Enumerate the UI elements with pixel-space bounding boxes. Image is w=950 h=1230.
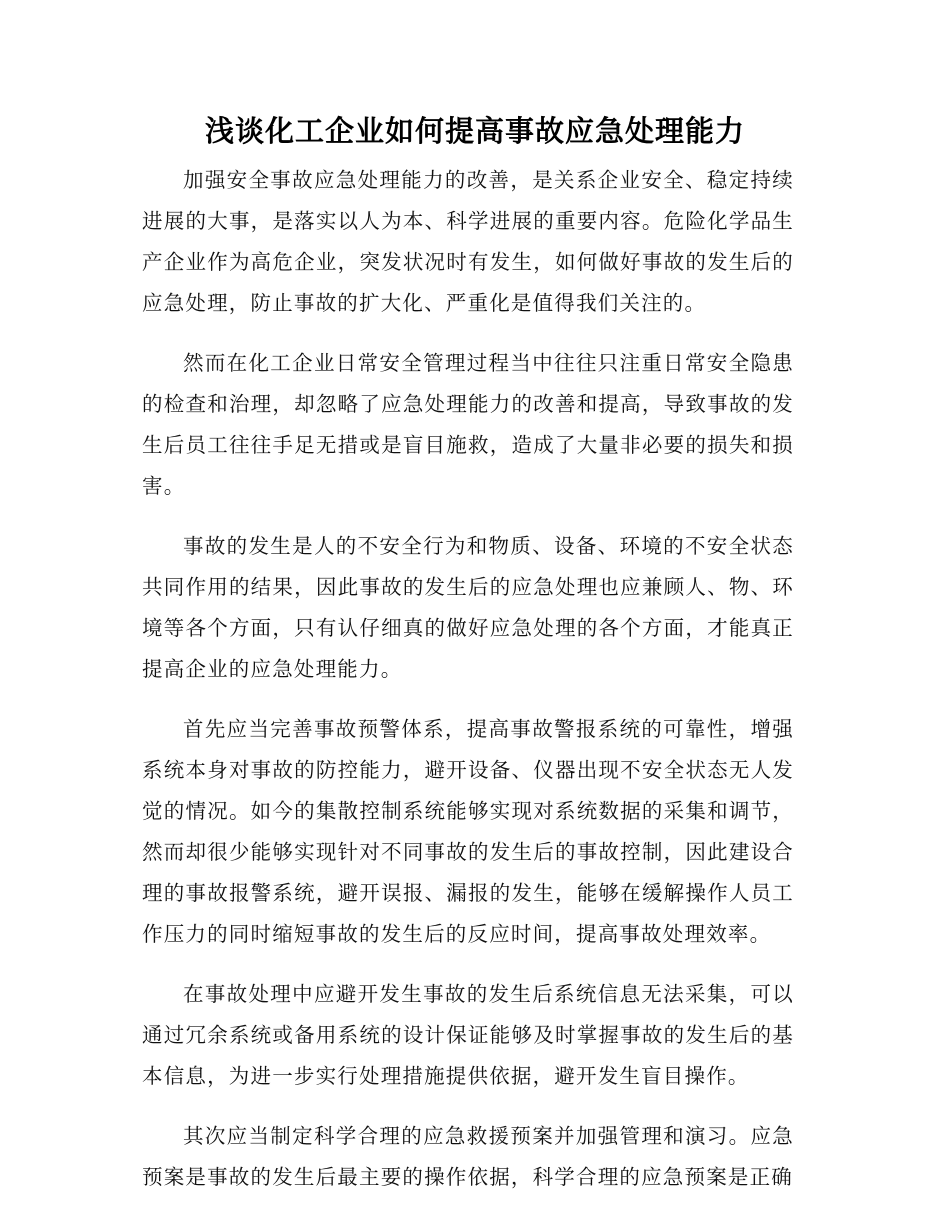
document-title: 浅谈化工企业如何提高事故应急处理能力: [204, 114, 745, 148]
paragraph-5: 在事故处理中应避开发生事故的发生后系统信息无法采集，可以通过冗余系统或备用系统的设计保证能够及时掌握事故的发生后的基本信息，为进一步实行处理措施提供依据，避开发生盲目操作。: [142, 982, 794, 1088]
paragraph-4: 首先应当完善事故预警体系，提高事故警报系统的可靠性，增强系统本身对事故的防控能力，避开设备、仪器出现不安全状态无人发觉的情况。如今的集散控制系统能够实现对系统数据的采集和调节，然而却很少能够实现针对不同事故的发生后的事故控制，因此建设合理的事故报警系统，避开误报、漏报的发生，能够在缓解操作人员工作压力的同时缩短事故的发生后的反应时间，提高事故处理效率。: [142, 717, 794, 946]
paragraph-6: 其次应当制定科学合理的应急救援预案并加强管理和演习。应急预案是事故的发生后最主要的操作依据，科学合理的应急预案是正确: [142, 1124, 794, 1189]
paragraph-2: 然而在化工企业日常安全管理过程当中往往只注重日常安全隐患的检查和治理，却忽略了应急处理能力的改善和提高，导致事故的发生后员工往往手足无措或是盲目施救，造成了大量非必要的损失和损害。: [142, 351, 794, 498]
document-body: [142, 160, 794, 1217]
paragraph-1: 加强安全事故应急处理能力的改善，是关系企业安全、稳定持续进展的大事，是落实以人为本、科学进展的重要内容。危险化学品生产企业作为高危企业，突发状况时有发生，如何做好事故的发生后的应急处理，防止事故的扩大化、严重化是值得我们关注的。: [142, 168, 794, 315]
paragraph-3: 事故的发生是人的不安全行为和物质、设备、环境的不安全状态共同作用的结果，因此事故的发生后的应急处理也应兼顾人、物、环境等各个方面，只有认仔细真的做好应急处理的各个方面，才能真正提高企业的应急处理能力。: [142, 534, 794, 681]
